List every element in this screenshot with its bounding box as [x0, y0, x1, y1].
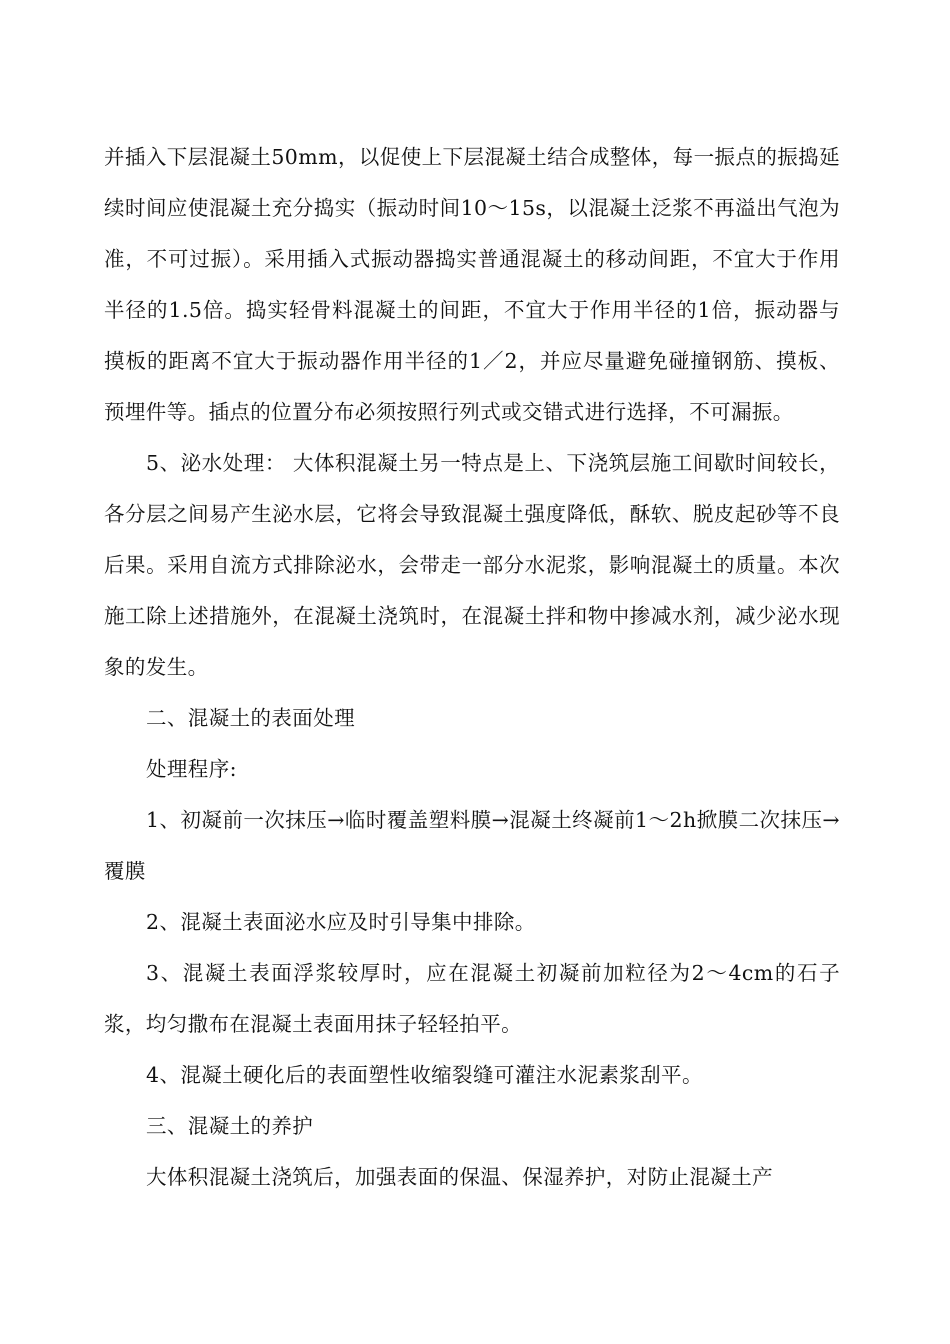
document-body [104, 132, 840, 1203]
paragraph-curing-intro: 大体积混凝土浇筑后，加强表面的保温、保湿养护，对防止混凝土产 [146, 1165, 773, 1189]
procedure-step-2: 2、混凝土表面泌水应及时引导集中排除。 [146, 910, 536, 934]
procedure-step-1: 1、初凝前一次抹压→临时覆盖塑料膜→混凝土终凝前1～2h掀膜二次抹压→覆膜 [104, 808, 841, 883]
section-heading-curing: 三、混凝土的养护 [146, 1114, 314, 1138]
paragraph-vibration-continued: 并插入下层混凝土50mm，以促使上下层混凝土结合成整体，每一振点的振捣延续时间应使混凝土充分捣实（振动时间10～15s，以混凝土泛浆不再溢出气泡为准，不可过振）。采用插入式振动器捣实普通混凝土的移动间距，不宜大于作用半径的1.5倍。捣实轻骨料混凝土的间距，不宜大于作用半径的1倍，振动器与摸板的距离不宜大于振动器作用半径的1／2，并应尽量避免碰撞钢筋、摸板、预埋件等。插点的位置分布必须按照行列式或交错式进行选择，不可漏振。 [104, 145, 840, 424]
paragraph-bleeding-treatment: 5、泌水处理： 大体积混凝土另一特点是上、下浇筑层施工间歇时间较长，各分层之间易产生泌水层，它将会导致混凝土强度降低，酥软、脱皮起砂等不良后果。采用自流方式排除泌水，会带走一部分水泥浆，影响混凝土的质量。本次施工除上述措施外，在混凝土浇筑时，在混凝土拌和物中掺减水剂，减少泌水现象的发生。 [104, 451, 840, 679]
procedure-label: 处理程序: [146, 757, 237, 781]
section-heading-surface-treatment: 二、混凝土的表面处理 [146, 706, 355, 730]
procedure-step-4: 4、混凝土硬化后的表面塑性收缩裂缝可灌注水泥素浆刮平。 [146, 1063, 703, 1087]
procedure-step-3: 3、混凝土表面浮浆较厚时，应在混凝土初凝前加粒径为2～4cm的石子浆，均匀撒布在混凝土表面用抹子轻轻拍平。 [104, 961, 840, 1036]
